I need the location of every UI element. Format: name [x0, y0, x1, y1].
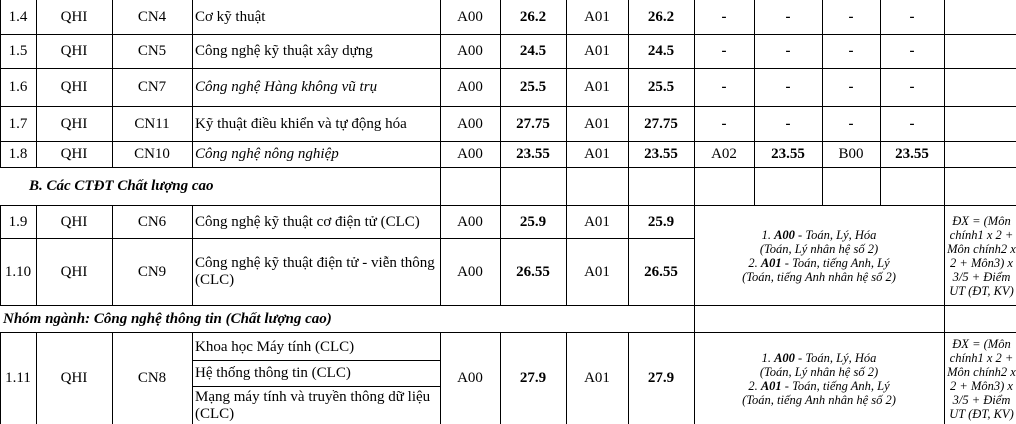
row-1-11-stt: 1.11 — [5, 370, 31, 386]
grid-line — [694, 0, 695, 167]
row-1-6-score4: - — [909, 79, 915, 95]
grid-line — [880, 0, 881, 205]
grid-line — [754, 0, 755, 205]
formula-note-clc: ĐX = (Môn chính1 x 2 + Môn chính2 x 2 + Môn3) x 3/5 + Điểm UT (ĐT, KV) — [947, 213, 1016, 298]
row-1-6-combo1: A00 — [457, 79, 483, 95]
grid-line — [192, 0, 193, 167]
row-1-10-score1: 26.55 — [516, 263, 550, 280]
row-1-11-school: QHI — [60, 370, 88, 386]
grid-line — [0, 34, 1016, 35]
row-1-4-score3: - — [785, 8, 791, 25]
grid-line — [112, 205, 113, 305]
combination-note-it: 1. A00 - Toán, Lý, Hóa (Toán, Lý nhân hệ số 2) 2. A01 - Toán, tiếng Anh, Lý (Toán, tiếng Anh nhân hệ số 2) — [742, 350, 896, 407]
row-1-6-stt: 1.6 — [8, 79, 28, 95]
section-b-heading: B. Các CTĐT Chất lượng cao — [29, 177, 214, 194]
row-1-6-combo3: - — [721, 79, 727, 95]
row-1-6-combo4: - — [848, 79, 854, 95]
row-1-8-school: QHI — [60, 146, 88, 162]
grid-line — [36, 205, 37, 305]
row-1-4-school: QHI — [60, 8, 88, 25]
grid-line — [112, 0, 113, 167]
row-1-9-name: Công nghệ kỹ thuật cơ điện tử (CLC) — [195, 213, 420, 230]
grid-line — [566, 0, 567, 167]
row-1-4-combo3: - — [721, 8, 727, 25]
row-1-8-combo4: B00 — [838, 146, 864, 162]
row-1-8-combo2: A01 — [584, 146, 610, 162]
row-1-5-school: QHI — [60, 43, 88, 59]
combination-note-clc: 1. A00 - Toán, Lý, Hóa (Toán, Lý nhân hệ số 2) 2. A01 - Toán, tiếng Anh, Lý (Toán, tiếng Anh nhân hệ số 2) — [742, 227, 896, 284]
grid-line — [500, 332, 501, 424]
row-1-8-score3: 23.55 — [771, 146, 805, 162]
grid-line — [0, 141, 1016, 142]
row-1-4-stt: 1.4 — [8, 8, 28, 25]
row-1-7-score3: - — [785, 115, 791, 132]
row-1-5-score4: - — [909, 43, 915, 59]
row-1-7-combo2: A01 — [584, 115, 610, 132]
grid-line — [0, 106, 1016, 107]
row-1-5-combo1: A00 — [457, 43, 483, 59]
row-1-11-score2: 27.9 — [647, 370, 675, 386]
formula-note-it: ĐX = (Môn chính1 x 2 + Môn chính2 x 2 + Môn3) x 3/5 + Điểm UT (ĐT, KV) — [947, 336, 1016, 421]
grid-line — [0, 305, 1016, 306]
grid-line — [0, 167, 1016, 168]
row-1-7-score2: 27.75 — [644, 115, 678, 132]
row-1-7-combo1: A00 — [457, 115, 483, 132]
row-1-8-code: CN10 — [134, 146, 170, 162]
row-1-6-code: CN7 — [137, 79, 167, 95]
row-1-4-combo2: A01 — [584, 8, 610, 25]
row-1-10-combo2: A01 — [584, 263, 610, 280]
row-1-5-name: Công nghệ kỹ thuật xây dựng — [195, 43, 373, 59]
row-1-9-stt: 1.9 — [8, 213, 28, 230]
row-1-8-name: Công nghệ nông nghiệp — [195, 146, 339, 162]
grid-line — [192, 386, 440, 387]
grid-line — [500, 167, 501, 205]
it-group-heading: Nhóm ngành: Công nghệ thông tin (Chất lượng cao) — [3, 310, 332, 327]
row-1-5-code: CN5 — [137, 43, 167, 59]
grid-line — [440, 167, 441, 205]
row-1-5-combo3: - — [721, 43, 727, 59]
grid-line — [628, 0, 629, 167]
row-1-10-score2: 26.55 — [644, 263, 678, 280]
row-1-4-combo1: A00 — [457, 8, 483, 25]
row-1-6-school: QHI — [60, 79, 88, 95]
row-1-4-name: Cơ kỹ thuật — [195, 8, 266, 25]
row-1-5-combo2: A01 — [584, 43, 610, 59]
row-1-7-school: QHI — [60, 115, 88, 132]
it-major-computer-science: Khoa học Máy tính (CLC) — [195, 338, 355, 355]
row-1-10-code: CN9 — [137, 263, 167, 280]
row-1-8-score1: 23.55 — [516, 146, 550, 162]
row-1-4-code: CN4 — [137, 8, 167, 25]
grid-line — [0, 205, 1, 305]
row-1-11-code: CN8 — [137, 370, 167, 386]
grid-line — [822, 0, 823, 205]
row-1-7-code: CN11 — [134, 115, 170, 132]
row-1-9-combo1: A00 — [457, 213, 483, 230]
row-1-10-name: Công nghệ kỹ thuật điện tử - viễn thông (CLC) — [195, 255, 435, 288]
row-1-8-stt: 1.8 — [8, 146, 28, 162]
row-1-4-combo4: - — [848, 8, 854, 25]
grid-line — [628, 205, 629, 305]
row-1-4-score4: - — [909, 8, 915, 25]
grid-line — [566, 167, 567, 205]
row-1-6-score1: 25.5 — [519, 79, 547, 95]
grid-line — [0, 332, 1016, 333]
grid-line — [694, 205, 695, 424]
row-1-7-combo3: - — [721, 115, 727, 132]
grid-line — [192, 332, 193, 424]
row-1-7-name: Kỹ thuật điều khiển và tự động hóa — [195, 115, 407, 132]
row-1-10-stt: 1.10 — [4, 263, 32, 280]
row-1-5-combo4: - — [848, 43, 854, 59]
row-1-5-score2: 24.5 — [647, 43, 675, 59]
row-1-8-combo3: A02 — [711, 146, 737, 162]
row-1-7-stt: 1.7 — [8, 115, 28, 132]
row-1-11-score1: 27.9 — [519, 370, 547, 386]
row-1-5-score1: 24.5 — [519, 43, 547, 59]
row-1-11-combo1: A00 — [457, 370, 483, 386]
grid-line — [0, 68, 1016, 69]
grid-line — [628, 167, 629, 205]
grid-line — [566, 205, 567, 305]
row-1-10-school: QHI — [60, 263, 88, 280]
row-1-5-score3: - — [785, 43, 791, 59]
it-major-networking: Mạng máy tính và truyền thông dữ liệu (CLC) — [195, 388, 431, 422]
row-1-11-combo2: A01 — [584, 370, 610, 386]
row-1-4-score1: 26.2 — [519, 8, 547, 25]
grid-line — [112, 332, 113, 424]
row-1-6-name: Công nghệ Hàng không vũ trụ — [195, 79, 378, 95]
grid-line — [36, 0, 37, 167]
grid-line — [0, 0, 1, 167]
row-1-7-combo4: - — [848, 115, 854, 132]
grid-line — [500, 205, 501, 305]
row-1-10-combo1: A00 — [457, 263, 483, 280]
row-1-7-score1: 27.75 — [516, 115, 550, 132]
it-major-information-systems: Hệ thống thông tin (CLC) — [195, 365, 351, 381]
row-1-5-stt: 1.5 — [8, 43, 28, 59]
grid-line — [0, 332, 1, 424]
grid-line — [192, 360, 440, 361]
row-1-6-score2: 25.5 — [647, 79, 675, 95]
row-1-7-score4: - — [909, 115, 915, 132]
row-1-9-school: QHI — [60, 213, 88, 230]
row-1-8-combo1: A00 — [457, 146, 483, 162]
grid-line — [36, 332, 37, 424]
grid-line — [566, 332, 567, 424]
row-1-9-score1: 25.9 — [519, 213, 547, 230]
row-1-4-score2: 26.2 — [647, 8, 675, 25]
grid-line — [440, 332, 441, 424]
grid-line — [0, 205, 1016, 206]
row-1-8-score4: 23.55 — [895, 146, 929, 162]
grid-line — [628, 332, 629, 424]
row-1-9-score2: 25.9 — [647, 213, 675, 230]
row-1-9-code: CN6 — [137, 213, 167, 230]
row-1-8-score2: 23.55 — [644, 146, 678, 162]
row-1-9-combo2: A01 — [584, 213, 610, 230]
grid-line — [944, 0, 945, 424]
grid-line — [694, 167, 695, 205]
grid-line — [0, 238, 694, 239]
grid-line — [440, 205, 441, 305]
row-1-6-score3: - — [785, 79, 791, 95]
grid-line — [192, 205, 193, 305]
grid-line — [500, 0, 501, 167]
row-1-6-combo2: A01 — [584, 79, 610, 95]
grid-line — [440, 0, 441, 167]
